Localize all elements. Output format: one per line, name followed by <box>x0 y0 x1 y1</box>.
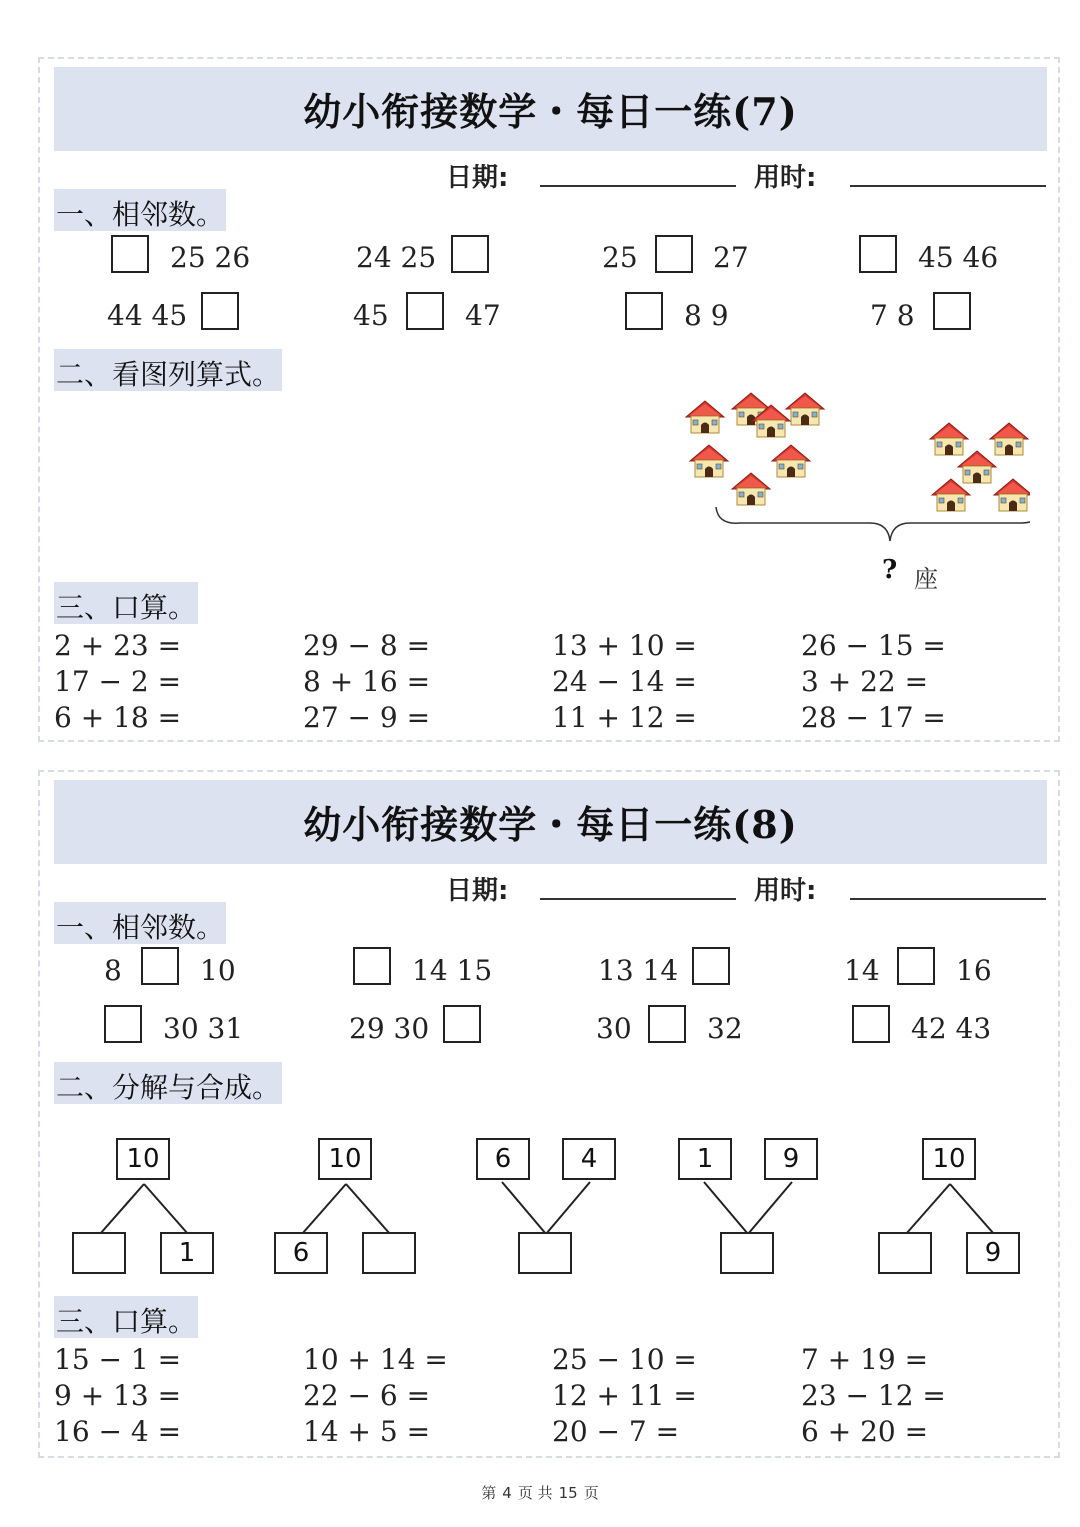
section-adjacent-numbers: 一、相邻数。 <box>54 902 226 944</box>
adjacent-numbers: 13 14 <box>598 954 679 987</box>
number-bond-tree <box>70 1138 220 1278</box>
adjacent-numbers: 47 <box>465 299 501 332</box>
tree-top-box: 10 <box>922 1138 976 1180</box>
title-band <box>54 780 1047 864</box>
footer-suffix: 页 <box>583 1484 599 1502</box>
tree-top-box: 10 <box>318 1138 372 1180</box>
answer-box[interactable] <box>111 235 149 273</box>
adjacent-numbers: 29 30 <box>349 1012 430 1045</box>
answer-box[interactable] <box>933 292 971 330</box>
calc-problem: 25 − 10 = <box>552 1343 697 1376</box>
calc-problem: 20 − 7 = <box>552 1415 680 1448</box>
adjacent-numbers: 45 <box>353 299 389 332</box>
calc-problem: 24 − 14 = <box>552 665 697 698</box>
calc-problem: 16 − 4 = <box>54 1415 182 1448</box>
calc-problem: 6 + 18 = <box>54 701 182 734</box>
adjacent-numbers: 32 <box>707 1012 743 1045</box>
tree-left-box: 6 <box>274 1232 328 1274</box>
adjacent-numbers: 10 <box>200 954 236 987</box>
worksheet-title: 幼小衔接数学・每日一练(7) <box>303 89 798 134</box>
time-blank[interactable] <box>850 185 1046 187</box>
time-label: 用时: <box>754 163 817 193</box>
adjacent-numbers: 16 <box>956 954 992 987</box>
adjacent-numbers: 8 9 <box>684 299 729 332</box>
tree-bottom-box[interactable] <box>720 1232 774 1274</box>
adjacent-numbers: 27 <box>713 241 749 274</box>
date-label: 日期: <box>446 163 509 193</box>
unit-label: 座 <box>914 565 938 593</box>
number-bond-tree <box>474 1138 624 1278</box>
number-bond-tree <box>272 1138 422 1278</box>
houses-icon <box>660 389 1030 579</box>
adjacent-numbers: 7 8 <box>870 299 915 332</box>
calc-problem: 13 + 10 = <box>552 629 697 662</box>
answer-box[interactable] <box>852 1005 890 1043</box>
date-label: 日期: <box>446 876 509 906</box>
date-blank[interactable] <box>540 898 736 900</box>
calc-problem: 8 + 16 = <box>303 665 431 698</box>
worksheet-7 <box>38 57 1060 742</box>
tree-left-box: 1 <box>678 1138 732 1180</box>
adjacent-numbers: 24 25 <box>356 241 437 274</box>
adjacent-numbers: 42 43 <box>911 1012 992 1045</box>
adjacent-numbers: 30 <box>596 1012 632 1045</box>
section-mental-math: 三、口算。 <box>54 582 198 624</box>
adjacent-numbers: 25 26 <box>170 241 251 274</box>
adjacent-numbers: 30 31 <box>163 1012 244 1045</box>
worksheet-title: 幼小衔接数学・每日一练(8) <box>303 802 798 847</box>
answer-box[interactable] <box>443 1005 481 1043</box>
worksheet-8 <box>38 770 1060 1458</box>
number-bond-tree <box>676 1138 826 1278</box>
number-bond-tree <box>878 1138 1028 1278</box>
houses-illustration <box>660 389 1030 593</box>
tree-bottom-box[interactable] <box>518 1232 572 1274</box>
tree-right-box: 4 <box>562 1138 616 1180</box>
tree-right-box: 9 <box>764 1138 818 1180</box>
time-blank[interactable] <box>850 898 1046 900</box>
time-label: 用时: <box>754 876 817 906</box>
calc-problem: 22 − 6 = <box>303 1379 431 1412</box>
answer-box[interactable] <box>859 235 897 273</box>
tree-right-box: 1 <box>160 1232 214 1274</box>
section-mental-math: 三、口算。 <box>54 1296 198 1338</box>
answer-box[interactable] <box>692 947 730 985</box>
answer-box[interactable] <box>353 947 391 985</box>
adjacent-numbers: 25 <box>602 241 638 274</box>
calc-problem: 3 + 22 = <box>801 665 929 698</box>
answer-box[interactable] <box>406 292 444 330</box>
answer-box[interactable] <box>451 235 489 273</box>
title-band <box>54 67 1047 151</box>
answer-box[interactable] <box>201 292 239 330</box>
section-adjacent-numbers: 一、相邻数。 <box>54 189 226 231</box>
tree-left-box[interactable] <box>878 1232 932 1274</box>
calc-problem: 14 + 5 = <box>303 1415 431 1448</box>
adjacent-numbers: 8 <box>104 954 122 987</box>
adjacent-numbers: 45 46 <box>918 241 999 274</box>
question-mark: ? <box>882 555 898 585</box>
date-blank[interactable] <box>540 185 736 187</box>
calc-problem: 28 − 17 = <box>801 701 946 734</box>
calc-problem: 26 − 15 = <box>801 629 946 662</box>
tree-left-box[interactable] <box>72 1232 126 1274</box>
calc-problem: 9 + 13 = <box>54 1379 182 1412</box>
adjacent-numbers: 14 <box>844 954 880 987</box>
page-footer <box>0 1482 1080 1503</box>
page-number: 4 <box>502 1484 512 1502</box>
calc-problem: 10 + 14 = <box>303 1343 448 1376</box>
calc-problem: 29 − 8 = <box>303 629 431 662</box>
tree-top-box: 10 <box>116 1138 170 1180</box>
answer-box[interactable] <box>141 947 179 985</box>
calc-problem: 11 + 12 = <box>552 701 697 734</box>
calc-problem: 6 + 20 = <box>801 1415 929 1448</box>
calc-problem: 23 − 12 = <box>801 1379 946 1412</box>
footer-mid: 页 共 <box>517 1484 553 1502</box>
tree-right-box: 9 <box>966 1232 1020 1274</box>
answer-box[interactable] <box>897 947 935 985</box>
calc-problem: 2 + 23 = <box>54 629 182 662</box>
footer-prefix: 第 <box>481 1484 497 1502</box>
adjacent-numbers: 14 15 <box>412 954 493 987</box>
adjacent-numbers: 44 45 <box>107 299 188 332</box>
answer-box[interactable] <box>655 235 693 273</box>
total-pages: 15 <box>558 1484 578 1502</box>
calc-problem: 15 − 1 = <box>54 1343 182 1376</box>
calc-problem: 12 + 11 = <box>552 1379 697 1412</box>
calc-problem: 7 + 19 = <box>801 1343 929 1376</box>
section-picture-equation: 二、看图列算式。 <box>54 349 282 391</box>
section-decompose-compose: 二、分解与合成。 <box>54 1062 282 1104</box>
answer-box[interactable] <box>104 1005 142 1043</box>
calc-problem: 17 − 2 = <box>54 665 182 698</box>
tree-right-box[interactable] <box>362 1232 416 1274</box>
tree-left-box: 6 <box>476 1138 530 1180</box>
answer-box[interactable] <box>625 292 663 330</box>
calc-problem: 27 − 9 = <box>303 701 431 734</box>
answer-box[interactable] <box>648 1005 686 1043</box>
